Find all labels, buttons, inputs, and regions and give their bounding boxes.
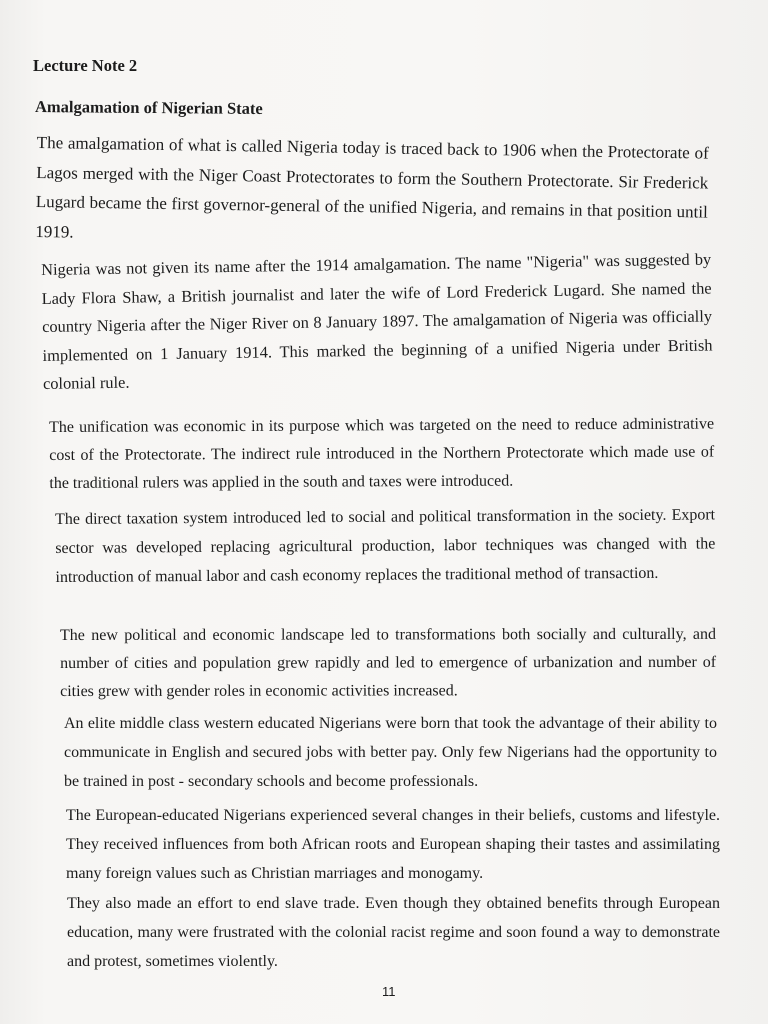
paragraph: The direct taxation system introduced led to social and political transformation in the society. Export sector was developed replacing agricultural production, labor techniques was changed with the introduction of manual labor and cash economy replaces the traditional method of transaction.	[55, 506, 716, 586]
paragraph: The amalgamation of what is called Nigeria today is traced back to 1906 when the Protectorate of Lagos merged with the Niger Coast Protectorates to form the Southern Protectorate. Sir Frederick Lugard became the first governor-general of the unified Nigeria, and remains in that position until 1919.	[35, 132, 709, 242]
paragraph: An elite middle class western educated Nigerians were born that took the advantage of their ability to communicate in English and secured jobs with better pay. Only few Nigerians had the opportunity to be trained in post - secondary schools and become professionals.	[64, 715, 717, 790]
lecture-note-heading: Lecture Note 2	[33, 56, 138, 75]
paragraph: The unification was economic in its purpose which was targeted on the need to reduce administrative cost of the Protectorate. The indirect rule introduced in the Northern Protectorate which made use of the traditional rulers was applied in the south and taxes were introduced.	[49, 415, 715, 492]
page-number: 11	[382, 984, 396, 999]
section-title: Amalgamation of Nigerian State	[34, 97, 263, 118]
paragraph: The European-educated Nigerians experienced several changes in their beliefs, customs and lifestyle. They received influences from both African roots and European shaping their tastes and assimilating many foreign values such as Christian marriages and monogamy.	[66, 807, 720, 882]
paragraph: The new political and economic landscape led to transformations both socially and culturally, and number of cities and population grew rapidly and led to emergence of urbanization and number of cities grew with gender roles in economic activities increased.	[60, 625, 717, 700]
paragraph: They also made an effort to end slave trade. Even though they obtained benefits through European education, many were frustrated with the colonial racist regime and soon found a way to demonstrate and protest, sometimes violently.	[67, 895, 720, 970]
paragraph: Nigeria was not given its name after the 1914 amalgamation. The name "Nigeria" was suggested by Lady Flora Shaw, a British journalist and later the wife of Lord Frederick Lugard. She named the country Nigeria after the Niger River on 8 January 1897. The amalgamation of Nigeria was officially implemented on 1 January 1914. This marked the beginning of a unified Nigeria under British colonial rule.	[41, 249, 713, 393]
